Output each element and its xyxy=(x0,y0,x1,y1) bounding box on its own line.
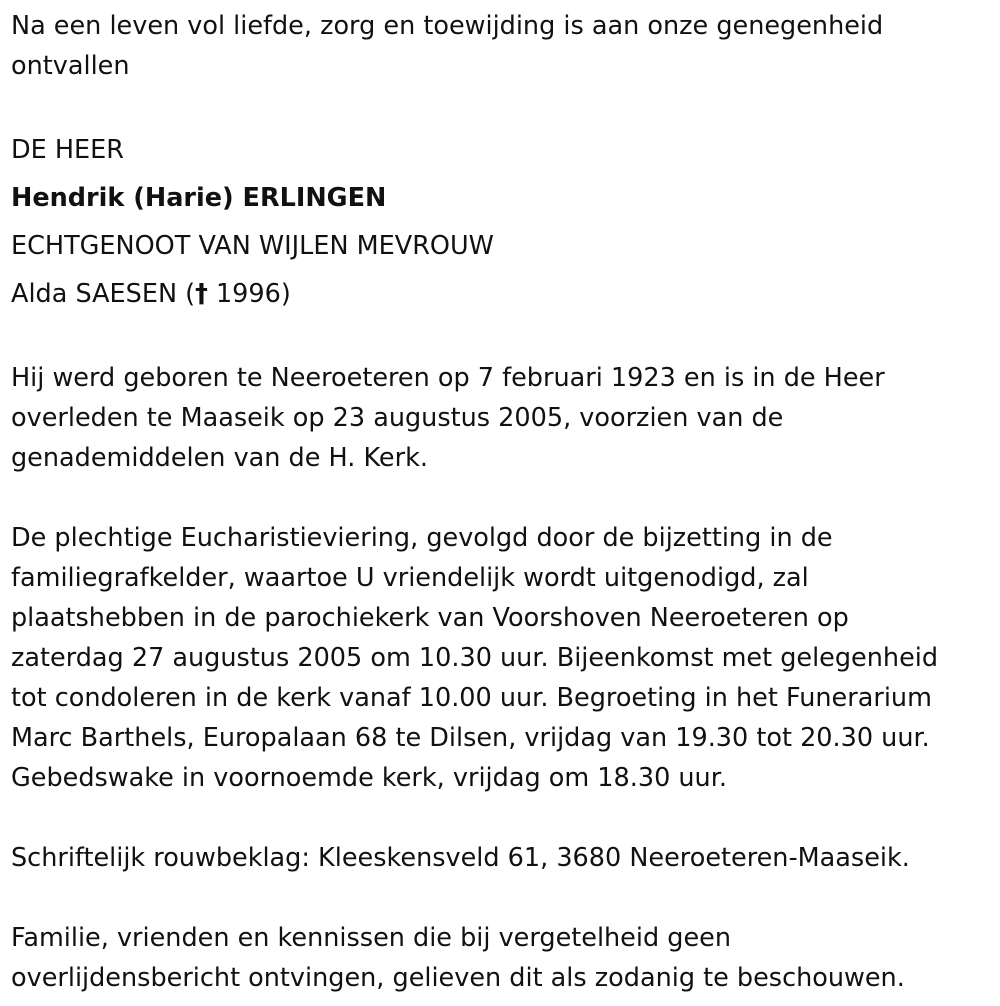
spouse-name: Alda SAESEN ( xyxy=(11,279,196,309)
ceremony-line: De plechtige Eucharistieviering, gevolgd door de bijzetting in de xyxy=(11,523,833,553)
paragraph-gap xyxy=(11,318,996,358)
ceremony-line: Gebedswake in voornoemde kerk, vrijdag om 18.30 uur. xyxy=(11,763,727,793)
birth-death-paragraph xyxy=(11,358,996,478)
ceremony-line: Marc Barthels, Europalaan 68 te Dilsen, vrijdag van 19.30 tot 20.30 uur. xyxy=(11,723,930,753)
birth-death-line: genademiddelen van de H. Kerk. xyxy=(11,443,428,473)
paragraph-gap xyxy=(11,478,996,518)
cross-icon: † xyxy=(195,279,208,309)
intro-line: ontvallen xyxy=(11,51,130,81)
closing-line: overlijdensbericht ontvingen, gelieven dit als zodanig te beschouwen. xyxy=(11,963,905,993)
ceremony-paragraph xyxy=(11,518,996,798)
condolence-line: Schriftelijk rouwbeklag: Kleeskensveld 61, 3680 Neeroeteren-Maaseik. xyxy=(11,843,910,873)
ceremony-line: plaatshebben in de parochiekerk van Voorshoven Neeroeteren op xyxy=(11,603,849,633)
paragraph-gap xyxy=(11,798,996,838)
ceremony-line: tot condoleren in de kerk vanaf 10.00 uur. Begroeting in het Funerarium xyxy=(11,683,932,713)
closing-paragraph xyxy=(11,918,996,998)
birth-death-line: overleden te Maaseik op 23 augustus 2005, voorzien van de xyxy=(11,403,784,433)
person-name: Hendrik (Harie) ERLINGEN xyxy=(11,183,387,213)
paragraph-gap xyxy=(11,878,996,918)
obituary-document xyxy=(11,6,996,998)
paragraph-gap xyxy=(11,86,996,126)
condolence-paragraph xyxy=(11,838,996,878)
intro-paragraph xyxy=(11,6,996,86)
person-title: DE HEER xyxy=(11,135,124,165)
birth-death-line: Hij werd geboren te Neeroeteren op 7 februari 1923 en is in de Heer xyxy=(11,363,885,393)
intro-line: Na een leven vol liefde, zorg en toewijding is aan onze genegenheid xyxy=(11,11,884,41)
person-block xyxy=(11,126,996,318)
ceremony-line: familiegrafkelder, waartoe U vriendelijk wordt uitgenodigd, zal xyxy=(11,563,809,593)
ceremony-line: zaterdag 27 augustus 2005 om 10.30 uur. Bijeenkomst met gelegenheid xyxy=(11,643,939,673)
person-relation: ECHTGENOOT VAN WIJLEN MEVROUW xyxy=(11,231,494,261)
spouse-line xyxy=(11,270,996,318)
spouse-death-year: 1996) xyxy=(207,279,291,309)
closing-line: Familie, vrienden en kennissen die bij vergetelheid geen xyxy=(11,923,731,953)
